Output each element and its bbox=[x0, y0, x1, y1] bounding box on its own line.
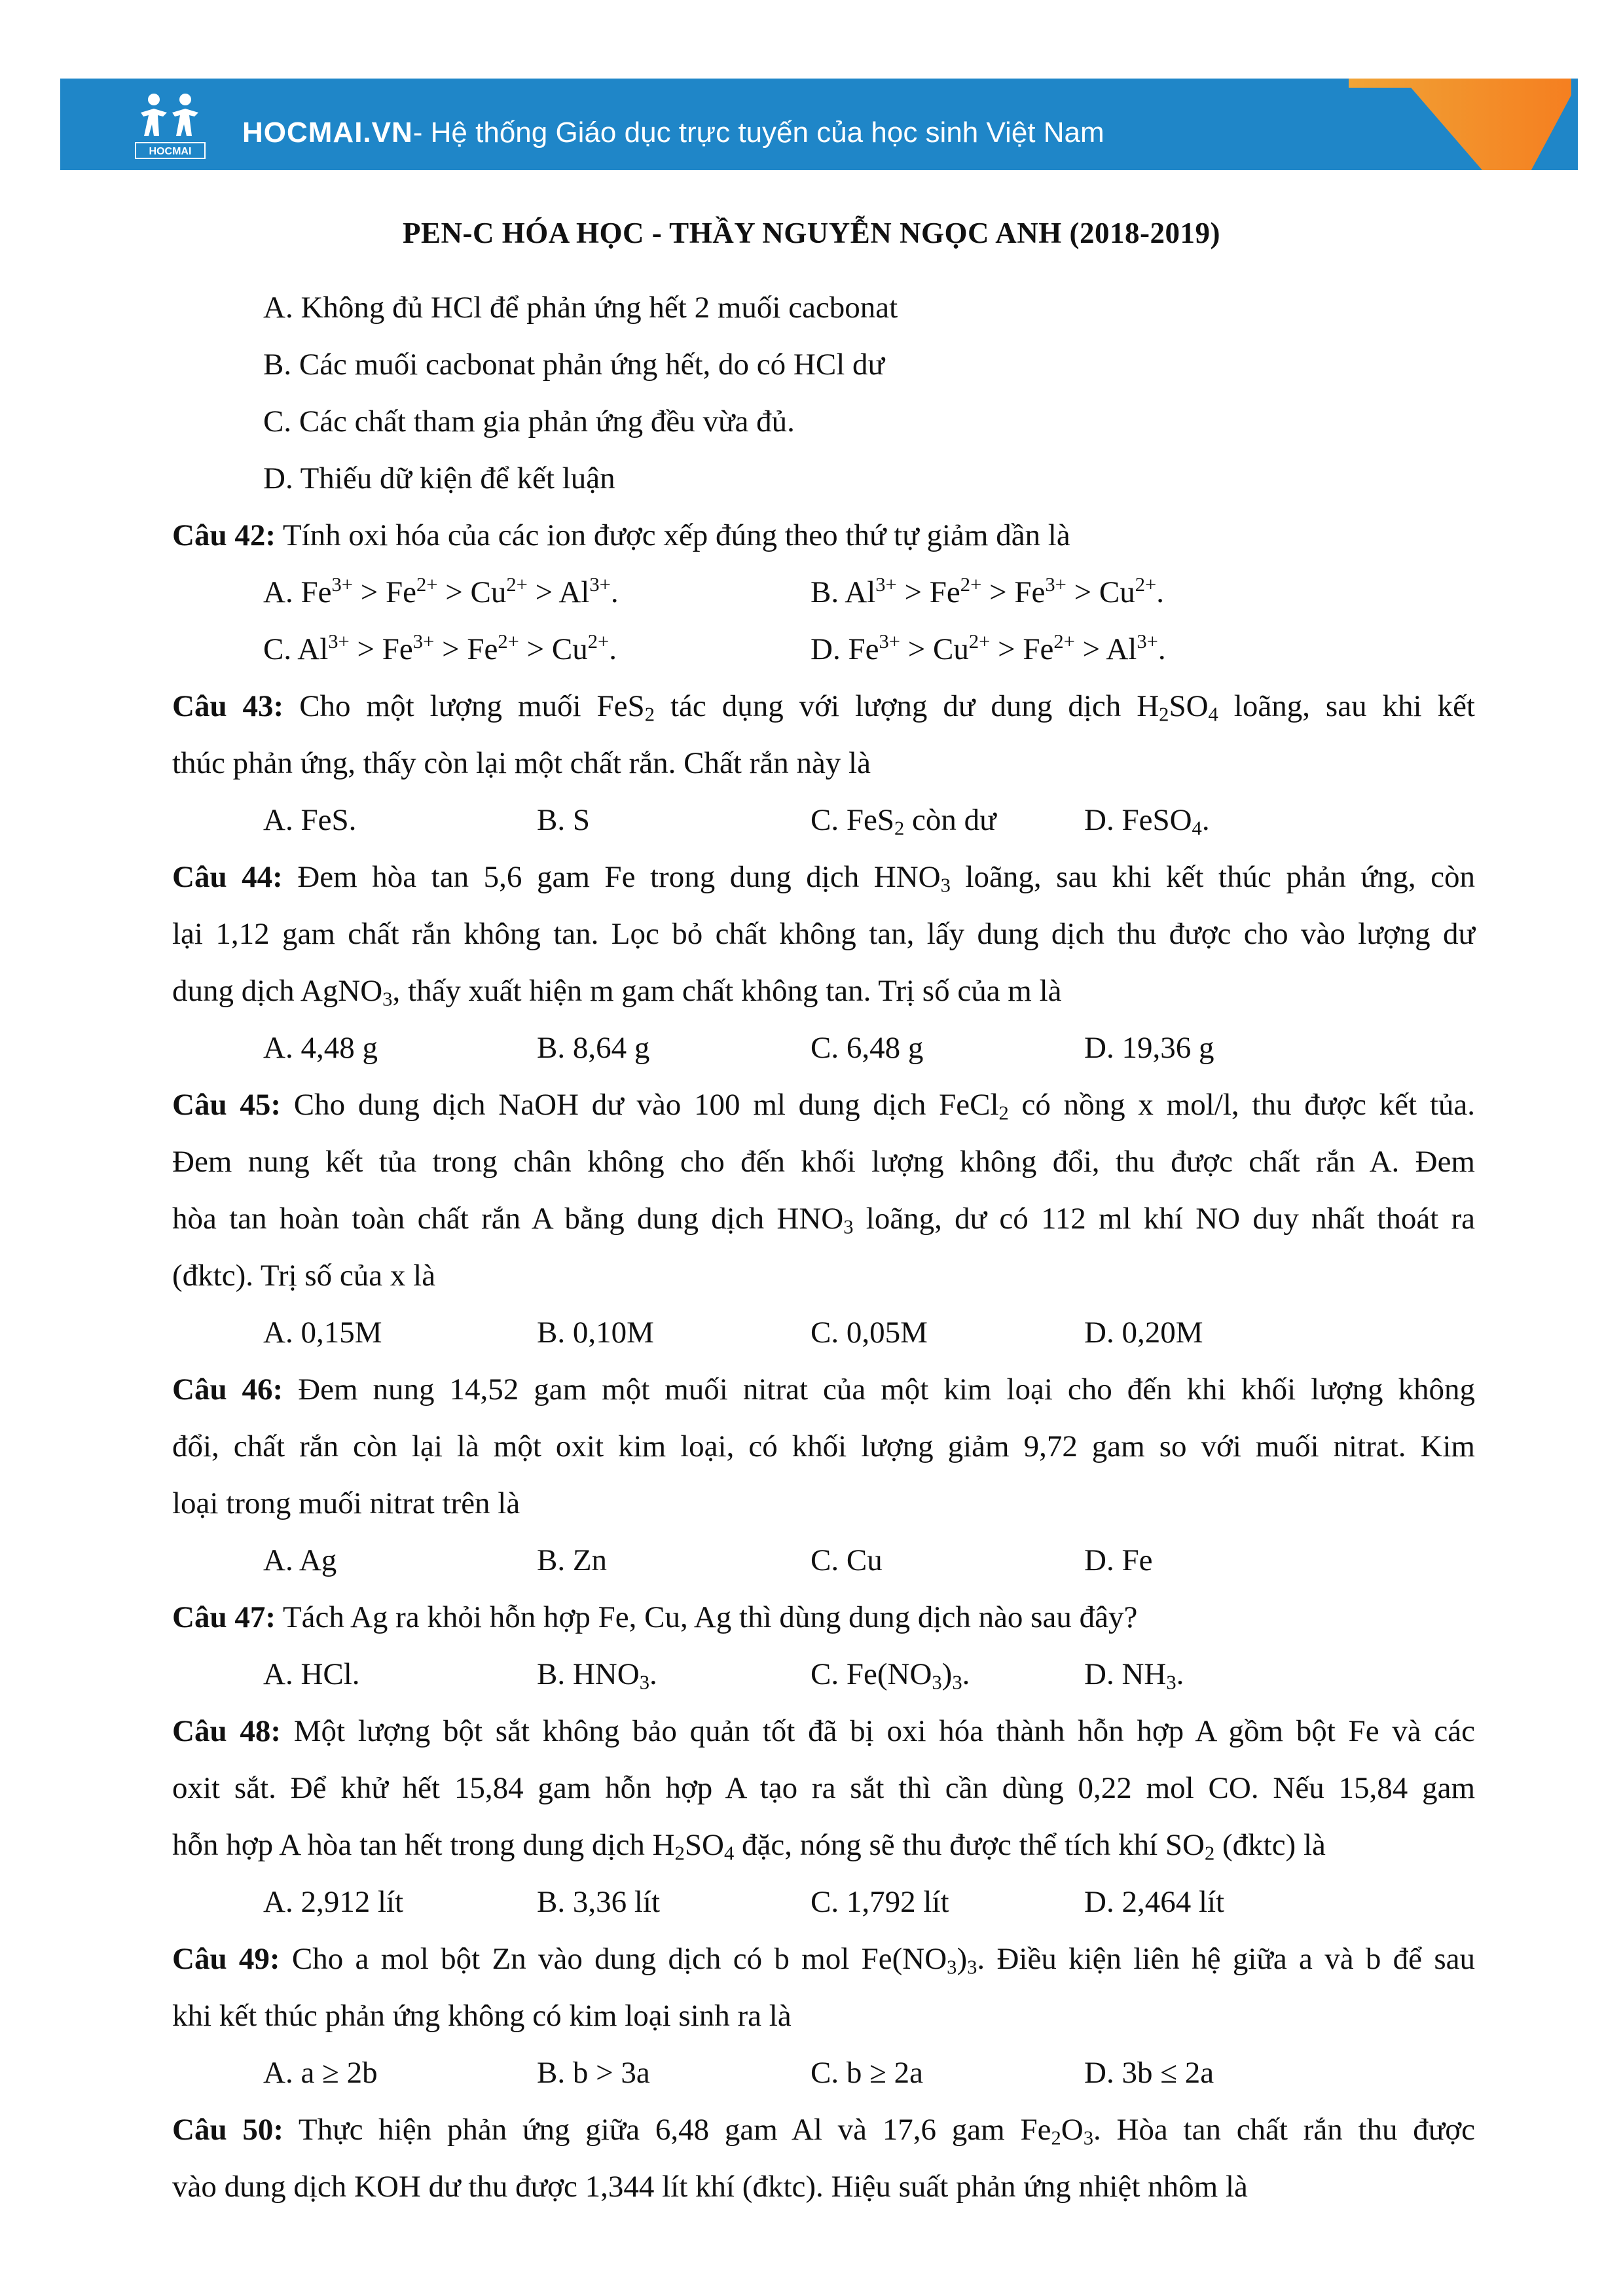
q44-option-d: D. 19,36 g bbox=[1084, 1031, 1214, 1065]
q48-stem-line-1: Câu 48: Một lượng bột sắt không bảo quản tốt đã bị oxi hóa thành hỗn hợp A gồm bột Fe và các bbox=[172, 1714, 1475, 1748]
question-label: Câu 45: bbox=[172, 1088, 281, 1122]
q44-option-a: A. 4,48 g bbox=[263, 1031, 378, 1065]
q42-option-c: C. $Al^{3+} > Fe^{3+} > Fe^{2+} > Cu^{2+}$. bbox=[263, 630, 617, 666]
q41-option-c: C. Các chất tham gia phản ứng đều vừa đủ. bbox=[263, 404, 795, 439]
q47-option-c: C. $Fe(NO_3)_3$. bbox=[811, 1657, 970, 1694]
q45-stem-line-4: (đktc). Trị số của x là bbox=[172, 1259, 436, 1293]
q44-stem-line-2: lại 1,12 gam chất rắn không tan. Lọc bỏ chất không tan, lấy dung dịch thu được cho vào lượng dư bbox=[172, 917, 1475, 951]
q48-option-d: D. 2,464 lít bbox=[1084, 1885, 1225, 1919]
q46-option-d: D. Fe bbox=[1084, 1543, 1153, 1577]
q41-option-a: A. Không đủ HCl để phản ứng hết 2 muối cacbonat bbox=[263, 291, 898, 325]
question-label: Câu 44: bbox=[172, 860, 283, 894]
q49-stem-line-1: Câu 49: Cho a mol bột Zn vào dung dịch có b mol $Fe(NO_3)_3$. Điều kiện liên hệ giữa a và b để sau bbox=[172, 1942, 1475, 1979]
q42-option-b: B. $Al^{3+} > Fe^{2+} > Fe^{3+} > Cu^{2+}$. bbox=[811, 573, 1164, 609]
q46-option-a: A. Ag bbox=[263, 1543, 337, 1577]
brand-name: HOCMAI.VN bbox=[242, 117, 413, 149]
q45-options bbox=[263, 1308, 1566, 1357]
q42-option-d: D. $Fe^{3+} > Cu^{2+} > Fe^{2+} > Al^{3+}$. bbox=[811, 630, 1166, 666]
q45-stem-line-1: Câu 45: Cho dung dịch NaOH dư vào 100 ml dung dịch FeCl$_2$ có nồng x mol/l, thu được kết tủa. bbox=[172, 1088, 1475, 1124]
svg-text:HOCMAI: HOCMAI bbox=[149, 146, 192, 157]
q42-options-row-1 bbox=[263, 567, 1566, 617]
q48-option-a: A. 2,912 lít bbox=[263, 1885, 404, 1919]
question-label: Câu 42: bbox=[172, 518, 276, 552]
q44-options bbox=[263, 1023, 1566, 1073]
document-title: PEN-C HÓA HỌC - THẦY NGUYỄN NGỌC ANH (2018-2019) bbox=[403, 217, 1220, 249]
q49-option-a: A. a ≥ 2b bbox=[263, 2056, 378, 2090]
q44-stem-line-3: dung dịch AgNO$_3$, thấy xuất hiện m gam chất không tan. Trị số của m là bbox=[172, 974, 1062, 1011]
q45-option-a: A. 0,15M bbox=[263, 1316, 382, 1350]
q45-stem-line-2: Đem nung kết tủa trong chân không cho đến khối lượng không đổi, thu được chất rắn A. Đem bbox=[172, 1145, 1475, 1179]
q43-option-d: D. FeSO$_4$. bbox=[1084, 803, 1210, 840]
question-label: Câu 49: bbox=[172, 1942, 280, 1976]
q42-option-a: A. $Fe^{3+} > Fe^{2+} > Cu^{2+} > Al^{3+}$. bbox=[263, 573, 619, 609]
header-brand-line bbox=[242, 110, 1104, 156]
hocmai-logo-icon bbox=[134, 90, 206, 161]
question-label: Câu 46: bbox=[172, 1372, 283, 1407]
q44-stem-line-1: Câu 44: Đem hòa tan 5,6 gam Fe trong dung dịch $HNO_3$ loãng, sau khi kết thúc phản ứng, còn bbox=[172, 860, 1476, 897]
q44-option-b: B. 8,64 g bbox=[537, 1031, 650, 1065]
q47-stem: Câu 47: Tách Ag ra khỏi hỗn hợp Fe, Cu, Ag thì dùng dung dịch nào sau đây? bbox=[172, 1600, 1138, 1634]
q49-stem-line-2: khi kết thúc phản ứng không có kim loại sinh ra là bbox=[172, 1999, 792, 2033]
q48-stem-line-3: hỗn hợp A hòa tan hết trong dung dịch $H_2SO_4$ đặc, nóng sẽ thu được thể tích khí $SO_2$ (đktc) là bbox=[172, 1828, 1326, 1865]
q45-option-b: B. 0,10M bbox=[537, 1316, 654, 1350]
q43-option-c: C. FeS$_2$ còn dư bbox=[811, 803, 996, 840]
q46-option-b: B. Zn bbox=[537, 1543, 608, 1577]
brand-tagline: - Hệ thống Giáo dục trực tuyến của học sinh Việt Nam bbox=[412, 117, 1104, 149]
q42-options-row-2 bbox=[263, 624, 1566, 674]
q46-stem-line-2: đổi, chất rắn còn lại là một oxit kim loại, có khối lượng giảm 9,72 gam so với muối nitrat. Kim bbox=[172, 1429, 1475, 1463]
question-label: Câu 43: bbox=[172, 689, 284, 723]
q46-stem-line-1: Câu 46: Đem nung 14,52 gam một muối nitrat của một kim loại cho đến khi khối lượng không bbox=[172, 1372, 1475, 1407]
question-text: Tính oxi hóa của các ion được xếp đúng theo thứ tự giảm dần là bbox=[275, 518, 1070, 552]
q45-stem-line-3: hòa tan hoàn toàn chất rắn A bằng dung dịch $HNO_3$ loãng, dư có 112 ml khí NO duy nhất thoát ra bbox=[172, 1202, 1475, 1238]
q48-option-b: B. 3,36 lít bbox=[537, 1885, 661, 1919]
q46-options bbox=[263, 1535, 1566, 1585]
q46-stem-line-3: loại trong muối nitrat trên là bbox=[172, 1486, 520, 1520]
q42-stem bbox=[172, 511, 1475, 560]
q47-option-d: D. $NH_3$. bbox=[1084, 1657, 1184, 1694]
q43-option-a: A. FeS. bbox=[263, 803, 357, 837]
q50-stem-line-2: vào dung dịch KOH dư thu được 1,344 lít khí (đktc). Hiệu suất phản ứng nhiệt nhôm là bbox=[172, 2170, 1248, 2204]
q47-options bbox=[263, 1649, 1566, 1699]
q47-option-b: B. $HNO_3$. bbox=[537, 1657, 657, 1694]
q41-option-b: B. Các muối cacbonat phản ứng hết, do có HCl dư bbox=[263, 348, 884, 382]
q48-stem-line-2: oxit sắt. Để khử hết 15,84 gam hỗn hợp A tạo ra sắt thì cần dùng 0,22 mol CO. Nếu 15,84 gam bbox=[172, 1771, 1475, 1805]
q47-option-a: A. HCl. bbox=[263, 1657, 360, 1691]
q49-option-c: C. b ≥ 2a bbox=[811, 2056, 924, 2090]
q48-options bbox=[263, 1877, 1566, 1927]
q43-option-b: B. S bbox=[537, 803, 590, 837]
q43-options bbox=[263, 795, 1566, 845]
q45-option-d: D. 0,20M bbox=[1084, 1316, 1203, 1350]
q46-option-c: C. Cu bbox=[811, 1543, 883, 1577]
q49-option-b: B. b > 3a bbox=[537, 2056, 650, 2090]
q49-option-d: D. 3b ≤ 2a bbox=[1084, 2056, 1214, 2090]
q45-option-c: C. 0,05M bbox=[811, 1316, 928, 1350]
q48-option-c: C. 1,792 lít bbox=[811, 1885, 949, 1919]
q43-stem-line-1: Câu 43: Cho một lượng muối FeS$_2$ tác dụng với lượng dư dung dịch $H_2SO_4$ loãng, sau khi kết bbox=[172, 689, 1475, 726]
q49-options bbox=[263, 2048, 1566, 2098]
question-label: Câu 48: bbox=[172, 1714, 281, 1748]
q41-option-d: D. Thiếu dữ kiện để kết luận bbox=[263, 461, 615, 495]
question-label: Câu 50: bbox=[172, 2113, 283, 2147]
question-label: Câu 47: bbox=[172, 1600, 276, 1634]
q43-stem-line-2: thúc phản ứng, thấy còn lại một chất rắn. Chất rắn này là bbox=[172, 746, 871, 780]
q44-option-c: C. 6,48 g bbox=[811, 1031, 924, 1065]
q50-stem-line-1: Câu 50: Thực hiện phản ứng giữa 6,48 gam Al và 17,6 gam $Fe_2O_3$. Hòa tan chất rắn thu được bbox=[172, 2113, 1475, 2149]
